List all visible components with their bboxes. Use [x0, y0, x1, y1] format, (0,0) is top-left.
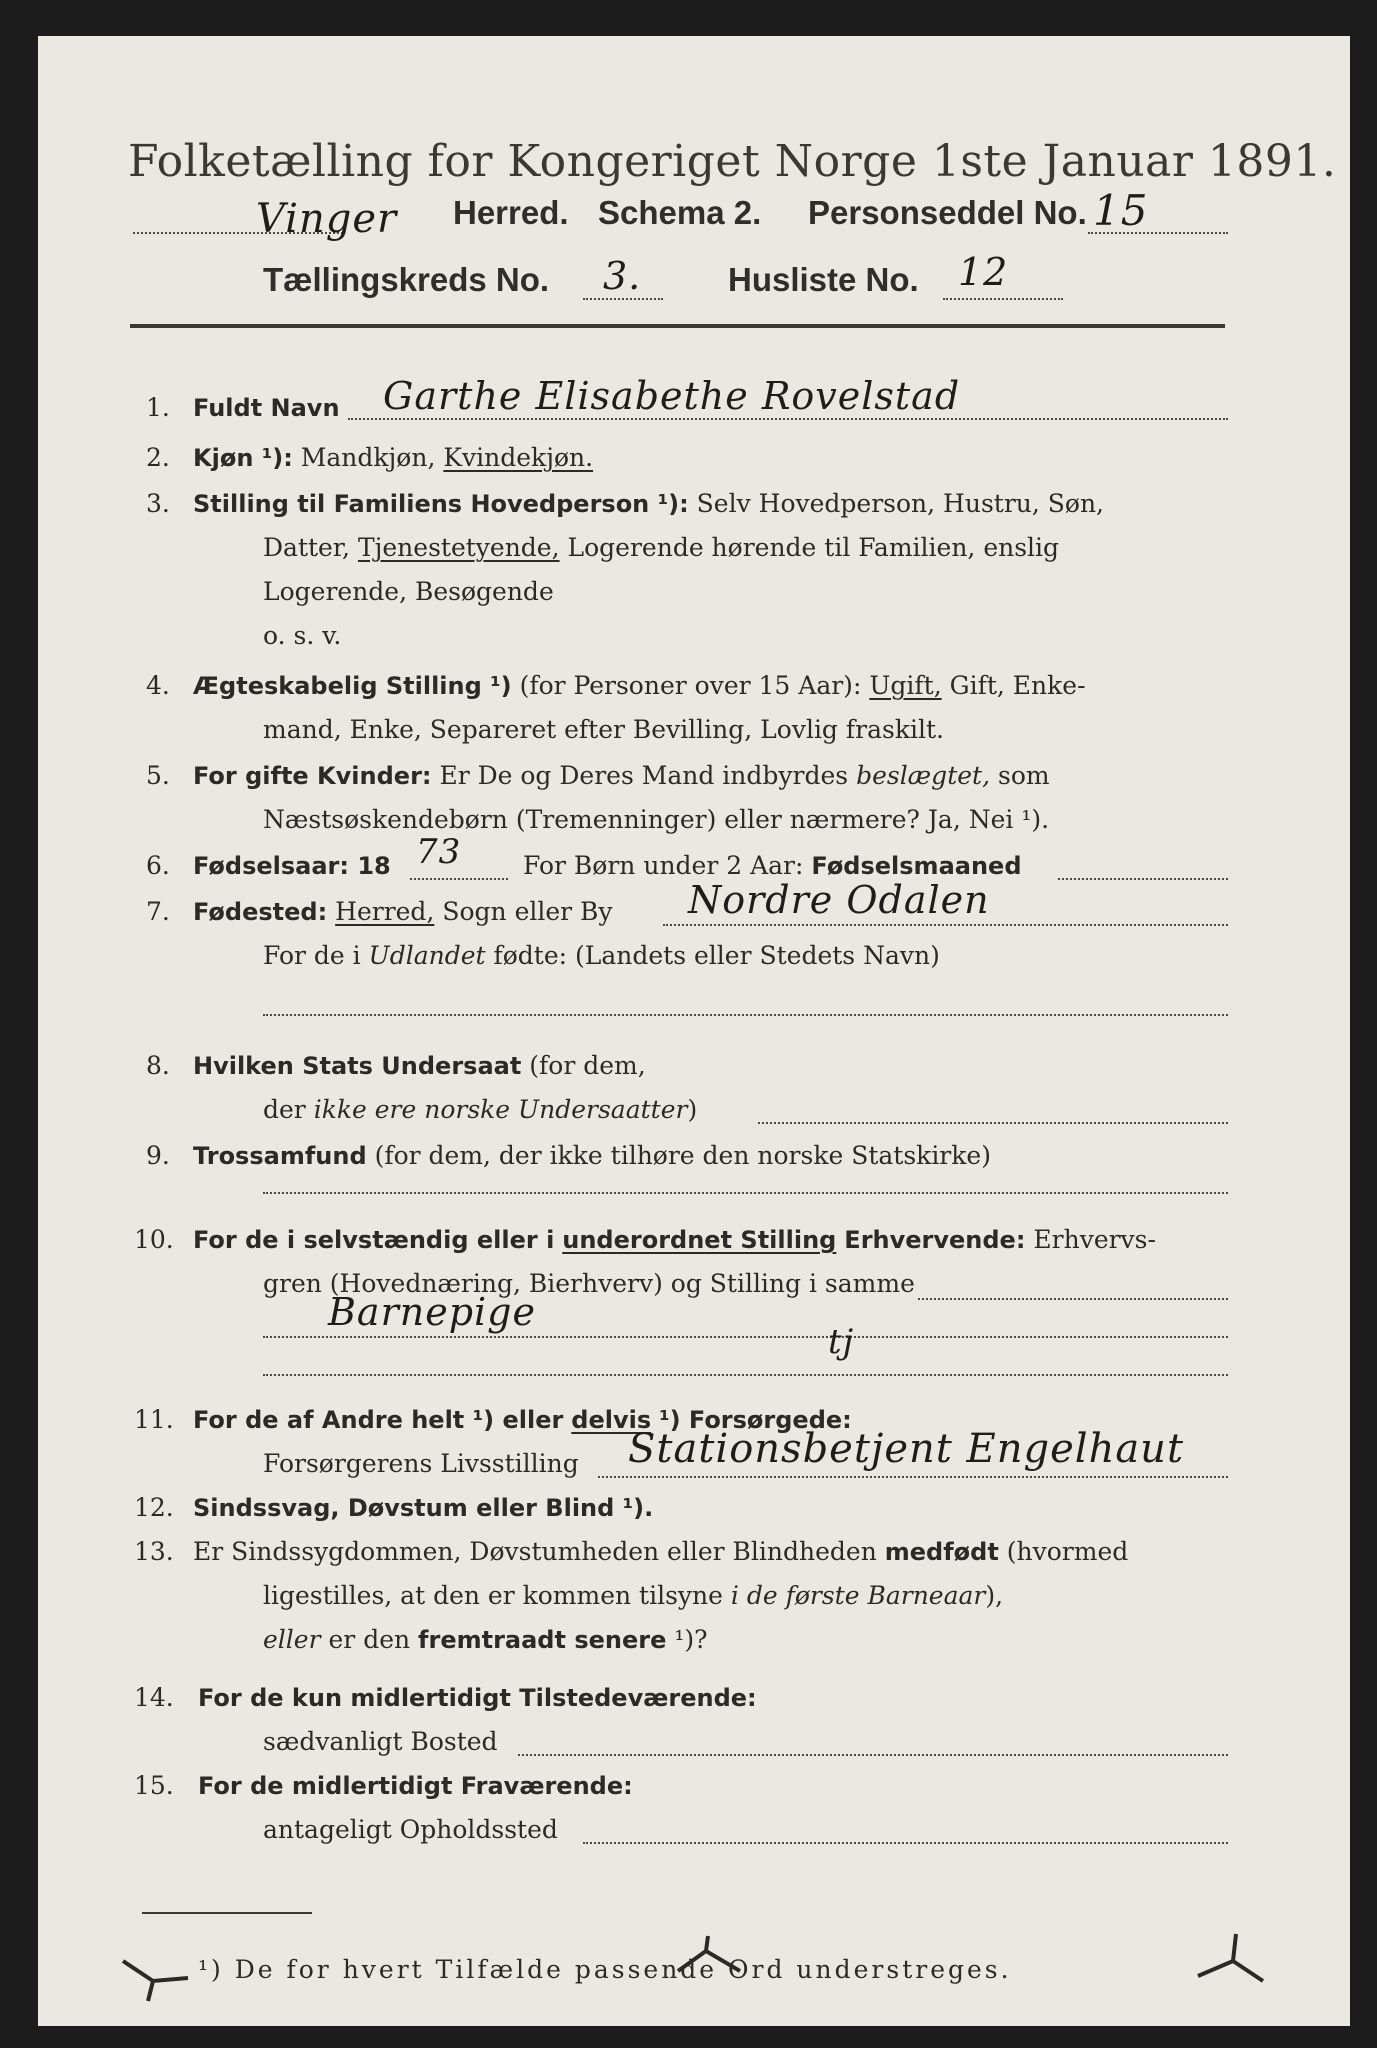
- q6-number: 6.: [146, 851, 170, 880]
- q1-label: Fuldt Navn: [193, 394, 340, 422]
- q9-number: 9.: [146, 1141, 170, 1170]
- q1-dotline: [348, 418, 1228, 420]
- kreds-dotline: [583, 298, 663, 300]
- q13-line1-a: Er Sindssygdommen, Døvstumheden eller Blindheden: [193, 1537, 877, 1566]
- q9-label: Trossamfund: [193, 1142, 367, 1170]
- q7-number: 7.: [146, 897, 170, 926]
- q4-line2: mand, Enke, Separeret efter Bevilling, Lovlig fraskilt.: [263, 715, 944, 744]
- herred-label: Herred.: [453, 194, 569, 231]
- q2-opt2: Kvindekjøn.: [443, 443, 594, 472]
- q7-label: Fødested:: [193, 898, 328, 926]
- husliste-value: 12: [958, 250, 1009, 294]
- q13-line2-a: ligestilles, at den er kommen tilsyne: [263, 1581, 723, 1610]
- q5-line2: Næstsøskendebørn (Tremenninger) eller nærmere? Ja, Nei ¹).: [263, 805, 1050, 834]
- q5-number: 5.: [146, 761, 170, 790]
- census-form-page: [38, 36, 1350, 2026]
- q7-opt-herred: Herred,: [335, 897, 435, 926]
- q14-line2: sædvanligt Bosted: [263, 1727, 498, 1756]
- q8-dotline: [758, 1122, 1228, 1124]
- form-title: Folketælling for Kongeriget Norge 1ste Januar 1891.: [128, 136, 1337, 187]
- personseddel-label: Personseddel No.: [808, 194, 1087, 231]
- q8-line1: [193, 1044, 646, 1088]
- q14-number: 14.: [134, 1683, 174, 1712]
- q13-line3: [263, 1618, 708, 1662]
- q13-line2: [263, 1574, 1003, 1618]
- q3-opt-datter: Datter,: [263, 533, 350, 562]
- q15-label: For de midlertidigt Fraværende:: [198, 1772, 633, 1800]
- q10-dotline-2: [263, 1374, 1228, 1376]
- q3-opt-tjenestetyende: Tjenestetyende,: [357, 533, 560, 562]
- personseddel-value: 15: [1093, 186, 1149, 235]
- q4-rest-a: (for Personer over 15 Aar):: [519, 671, 862, 700]
- q10-dotline-1: [263, 1336, 1228, 1338]
- corner-mark-center: [668, 1931, 748, 1981]
- q8-line2-italic: ikke ere norske Undersaatter: [313, 1095, 688, 1124]
- q6-year-value: 73: [416, 832, 462, 872]
- q8-label: Hvilken Stats Undersaat: [193, 1052, 522, 1080]
- q11-label-a: For de af Andre helt ¹) eller: [193, 1406, 564, 1434]
- q8-number: 8.: [146, 1051, 170, 1080]
- q11-label-b: ¹) Forsørgede:: [659, 1406, 852, 1434]
- kreds-label: Tællingskreds No.: [263, 261, 550, 298]
- header-rule: [130, 324, 1225, 328]
- q15-dotline: [583, 1842, 1228, 1844]
- q7-line2-italic: Udlandet: [368, 941, 486, 970]
- q11-label-underlined: delvis: [571, 1406, 652, 1434]
- q4-line1: [193, 664, 1086, 708]
- q6-label: Fødselsaar: 18: [193, 852, 391, 880]
- q12-number: 12.: [134, 1493, 174, 1522]
- personseddel-dotline: [1088, 232, 1228, 234]
- q2-opt1: Mandkjøn,: [300, 443, 436, 472]
- q5-italic: beslægtet,: [856, 761, 991, 790]
- q6-rest-text: For Børn under 2 Aar:: [523, 851, 804, 880]
- q3-label: Stilling til Familiens Hovedperson ¹):: [193, 490, 689, 518]
- q1-answer: Garthe Elisabethe Rovelstad: [383, 374, 961, 418]
- q3-line4: o. s. v.: [263, 621, 342, 650]
- schema-label: Schema 2.: [598, 194, 762, 231]
- q2-label: Kjøn ¹):: [193, 444, 293, 472]
- q2-line: [193, 436, 593, 480]
- q11-number: 11.: [134, 1405, 174, 1434]
- q7-answer: Nordre Odalen: [688, 878, 990, 922]
- husliste-dotline: [943, 298, 1063, 300]
- q7-line2-b: fødte: (Landets eller Stedets Navn): [493, 941, 940, 970]
- q5-rest: Er De og Deres Mand indbyrdes: [439, 761, 849, 790]
- husliste-label: Husliste No.: [728, 261, 919, 298]
- q8-rest: (for dem,: [529, 1051, 646, 1080]
- q5-rest2: som: [997, 761, 1050, 790]
- q10-answer: Barnepige: [328, 1290, 536, 1334]
- footnote: ¹) De for hvert Tilfælde passende Ord understreges.: [198, 1955, 1012, 1984]
- q6-month-dotline: [1058, 878, 1228, 880]
- q15-line2: antageligt Opholdssted: [263, 1815, 558, 1844]
- q10-label-a: For de i selvstændig eller i: [193, 1226, 555, 1254]
- q4-number: 4.: [146, 671, 170, 700]
- q5-label: For gifte Kvinder:: [193, 762, 432, 790]
- kreds-value: 3.: [603, 254, 642, 298]
- q7-abroad-dotline: [263, 1014, 1228, 1016]
- q7-rest: Sogn eller By: [442, 897, 613, 926]
- q13-line3-a: er den: [328, 1625, 411, 1654]
- q13-line3-italic: eller: [263, 1625, 321, 1654]
- q14-label: For de kun midlertidigt Tilstedeværende:: [198, 1684, 757, 1712]
- q6-dotline: [410, 878, 508, 880]
- q6-fodselsmaaned: Fødselsmaaned: [811, 852, 1022, 880]
- q13-number: 13.: [134, 1537, 174, 1566]
- corner-mark-left: [118, 1956, 198, 2006]
- q13-line1: [193, 1530, 1128, 1574]
- q12-label: Sindssvag, Døvstum eller Blind ¹).: [193, 1494, 654, 1522]
- q7-line2: [263, 934, 940, 978]
- q10-line1: [193, 1218, 1156, 1262]
- q1-number: 1.: [146, 393, 170, 422]
- q7-dotline: [663, 924, 1228, 926]
- q11-answer: Stationsbetjent Engelhaut: [628, 1426, 1185, 1472]
- q8-line2-a: der: [263, 1095, 306, 1124]
- q13-line3-b: ¹)?: [674, 1625, 708, 1654]
- corner-mark-right: [1188, 1926, 1268, 1996]
- q4-label: Ægteskabelig Stilling ¹): [193, 672, 512, 700]
- q9-rest: (for dem, der ikke tilhøre den norske Statskirke): [374, 1141, 991, 1170]
- q2-number: 2.: [146, 443, 170, 472]
- q9-line1: [193, 1134, 991, 1178]
- q13-medfodt: medfødt: [884, 1538, 999, 1566]
- q13-line1-b: (hvormed: [1006, 1537, 1129, 1566]
- footnote-rule: [142, 1912, 312, 1914]
- q13-line2-b: ),: [985, 1581, 1004, 1610]
- q10-line2: gren (Hovednæring, Bierhverv) og Stilling i samme: [263, 1269, 915, 1298]
- q13-fremtraadt: fremtraadt senere: [418, 1626, 667, 1654]
- q7-line2-a: For de i: [263, 941, 361, 970]
- q10-rest: Erhvervs-: [1033, 1225, 1156, 1254]
- q7-line1: [193, 890, 613, 934]
- q11-line2: Forsørgerens Livsstilling: [263, 1449, 579, 1478]
- q8-line2: [263, 1088, 697, 1132]
- q8-line2-b: ): [687, 1095, 698, 1124]
- q10-number: 10.: [134, 1225, 174, 1254]
- q3-line1: [193, 482, 1104, 526]
- q3-line1-rest: Selv Hovedperson, Hustru, Søn,: [696, 489, 1104, 518]
- q3-line2: [263, 526, 1059, 570]
- q5-line1: [193, 754, 1050, 798]
- q10-label-underlined: underordnet Stilling: [562, 1226, 837, 1254]
- q9-dotline: [263, 1192, 1228, 1194]
- q14-dotline: [518, 1754, 1228, 1756]
- q10-label-b: Erhvervende:: [844, 1226, 1026, 1254]
- herred-value: Vinger: [256, 196, 398, 242]
- q3-number: 3.: [146, 489, 170, 518]
- q10-line2-dotline: [918, 1298, 1228, 1300]
- q4-rest-b: Gift, Enke-: [949, 671, 1086, 700]
- q4-opt-ugift: Ugift,: [869, 671, 942, 700]
- q10-answer2: tj: [828, 1322, 855, 1362]
- q3-line2-rest: Logerende hørende til Familien, enslig: [567, 533, 1060, 562]
- q3-line3: Logerende, Besøgende: [263, 577, 554, 606]
- q11-dotline: [598, 1476, 1228, 1478]
- q13-line2-italic: i de første Barneaar: [730, 1581, 986, 1610]
- q15-number: 15.: [134, 1771, 174, 1800]
